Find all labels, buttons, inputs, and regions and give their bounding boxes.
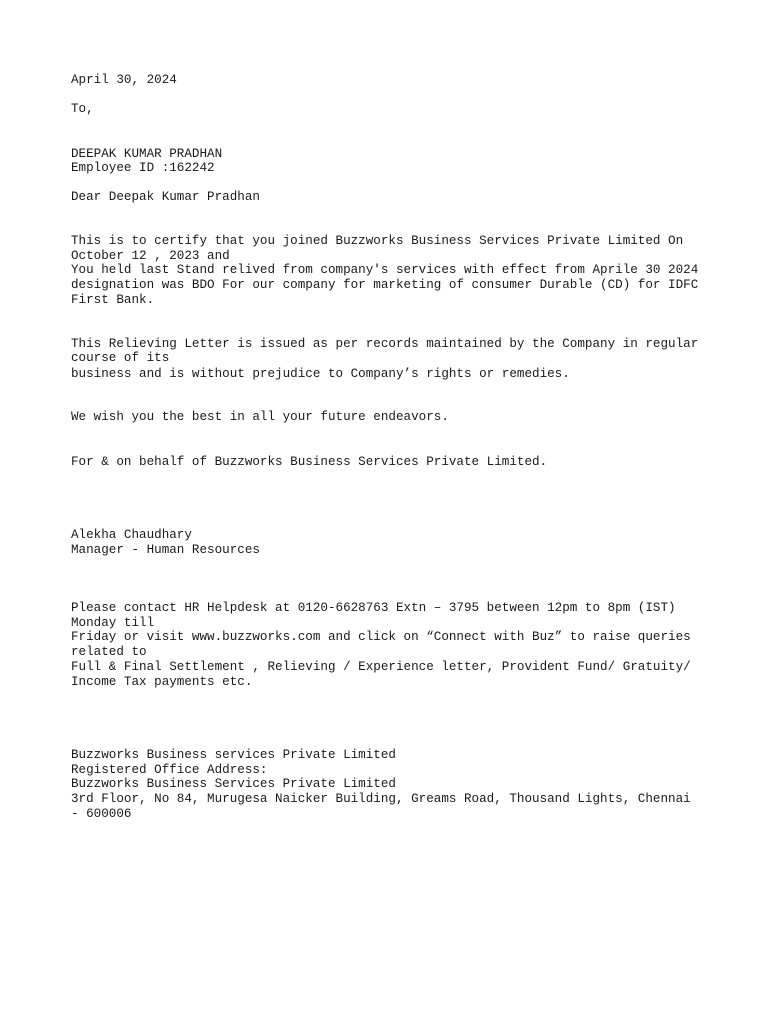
signatory-title: Manager - Human Resources [71, 543, 260, 557]
letter-date: April 30, 2024 [71, 73, 177, 87]
footer-line: Buzzworks Business Services Private Limited [71, 777, 396, 791]
recipient-name: DEEPAK KUMAR PRADHAN [71, 147, 223, 161]
greeting: Dear Deepak Kumar Pradhan [71, 190, 260, 204]
paragraph2-line: business and is without prejudice to Company’s rights or remedies. [71, 367, 570, 381]
helpdesk-line: Monday till [71, 616, 155, 630]
paragraph2-line: course of its [71, 351, 170, 365]
paragraph1-line: This is to certify that you joined Buzzworks Business Services Private Limited On [71, 234, 684, 248]
on-behalf: For & on behalf of Buzzworks Business Services Private Limited. [71, 455, 548, 469]
helpdesk-line: Friday or visit www.buzzworks.com and click on “Connect with Buz” to raise queries [71, 630, 691, 644]
helpdesk-line: related to [71, 645, 147, 659]
signatory-name: Alekha Chaudhary [71, 528, 192, 542]
wishes: We wish you the best in all your future endeavors. [71, 410, 449, 424]
footer-line: Buzzworks Business services Private Limited [71, 748, 396, 762]
employee-id: Employee ID :162242 [71, 161, 215, 175]
footer-line: Registered Office Address: [71, 763, 268, 777]
paragraph1-line: You held last Stand relived from company's services with effect from Aprile 30 2024 [71, 263, 699, 277]
helpdesk-line: Full & Final Settlement , Relieving / Experience letter, Provident Fund/ Gratuity/ [71, 660, 691, 674]
paragraph1-line: October 12 , 2023 and [71, 249, 230, 263]
helpdesk-line: Please contact HR Helpdesk at 0120-6628763 Extn – 3795 between 12pm to 8pm (IST) [71, 601, 676, 615]
salutation-to: To, [71, 102, 94, 116]
paragraph2-line: This Relieving Letter is issued as per records maintained by the Company in regular [71, 337, 699, 351]
paragraph1-line: designation was BDO For our company for marketing of consumer Durable (CD) for IDFC [71, 278, 699, 292]
helpdesk-line: Income Tax payments etc. [71, 675, 253, 689]
footer-line: 3rd Floor, No 84, Murugesa Naicker Building, Greams Road, Thousand Lights, Chennai [71, 792, 691, 806]
paragraph1-line: First Bank. [71, 293, 155, 307]
footer-line: - 600006 [71, 807, 132, 821]
